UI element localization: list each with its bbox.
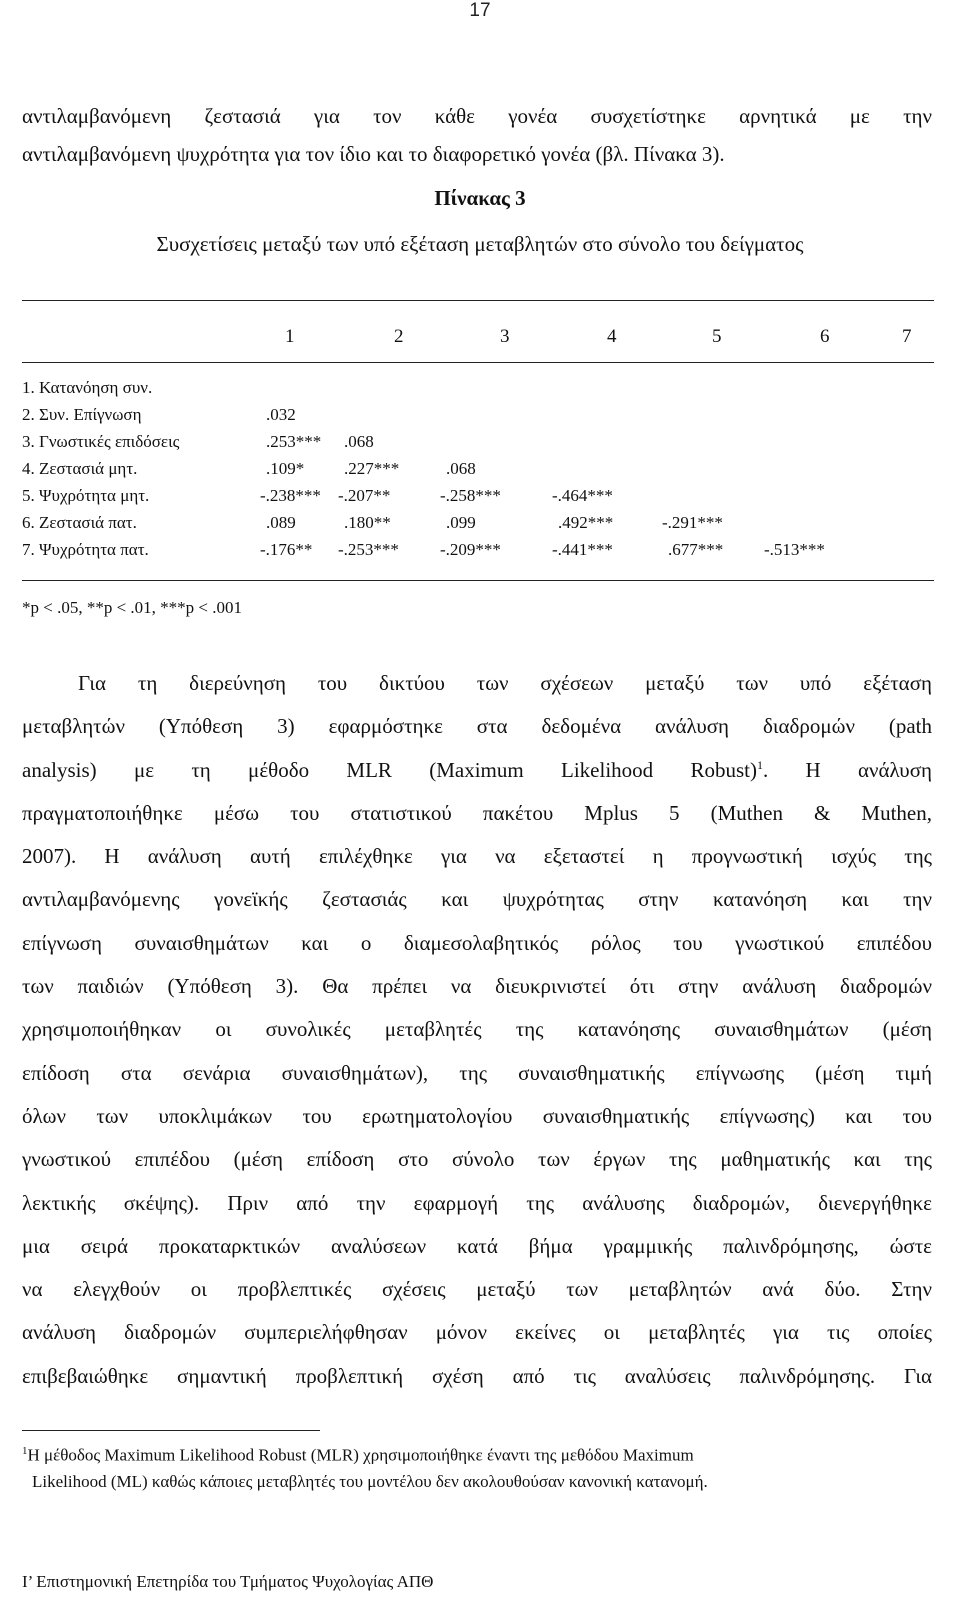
table-cell: -.176** (260, 540, 313, 559)
table-cell: .253*** (266, 432, 322, 451)
page-number: 17 (469, 0, 491, 21)
table-cell: -.464*** (552, 486, 613, 505)
body-line: μια σειρά προκαταρκτικών αναλύσεων κατά βήμα γραμμικής παλινδρόμησης, ώστε (22, 1233, 932, 1258)
row-label: 5. Ψυχρότητα μητ. (22, 486, 150, 505)
body-line: επίδοση στα σενάρια συναισθημάτων), της συναισθηματικής επίγνωσης (μέση τιμή (22, 1060, 932, 1085)
table-cell: -.441*** (552, 540, 613, 559)
column-header: 6 (820, 326, 830, 347)
table-cell: .099 (446, 513, 476, 532)
row-label: 1. Κατανόηση συν. (22, 378, 153, 397)
body-line: επίγνωση συναισθημάτων και ο διαμεσολαβητικός ρόλος του γνωστικού επιπέδου (22, 930, 932, 955)
intro-line: αντιλαμβανόμενη ζεστασιά για τον κάθε γονέα συσχετίστηκε αρνητικά με την (22, 104, 932, 128)
table-cell: -.209*** (440, 540, 501, 559)
footnote-line-2: Likelihood (ML) καθώς κάποιες μεταβλητές του μοντέλου δεν ακολουθούσαν κανονική κατανομή. (32, 1471, 708, 1491)
body-line: των παιδιών (Υπόθεση 3). Θα πρέπει να διευκρινιστεί ότι στην ανάλυση διαδρομών (22, 974, 932, 999)
table-cell: -.291*** (662, 513, 723, 532)
table-row (22, 428, 922, 455)
table-column-header (0, 326, 960, 352)
column-header: 3 (500, 326, 510, 347)
table-row (22, 536, 922, 563)
body-line-text-after: . Η ανάλυση (762, 757, 932, 782)
column-header: 7 (902, 326, 912, 347)
table-cell: .227*** (344, 459, 400, 478)
table-cell: -.238*** (260, 486, 321, 505)
body-line: πραγματοποιήθηκε μέσω του στατιστικού πακέτου Mplus 5 (Muthen & Muthen, (22, 800, 932, 825)
table-cell: -.513*** (764, 540, 825, 559)
table-cell: .109* (266, 459, 305, 478)
row-label: 7. Ψυχρότητα πατ. (22, 540, 149, 559)
intro-line: αντιλαμβανόμενη ψυχρότητα για τον ίδιο και το διαφορετικό γονέα (βλ. Πίνακα 3). (22, 142, 725, 166)
table-cell: -.253*** (338, 540, 399, 559)
table-row (22, 455, 922, 482)
body-line: ανάλυση διαδρομών συμπεριελήφθησαν μόνον εκείνες οι μεταβλητές για τις οποίες (22, 1320, 932, 1345)
table-cell: .089 (266, 513, 296, 532)
footnote-rule (22, 1430, 320, 1431)
table-top-rule (22, 300, 934, 301)
column-header: 4 (607, 326, 617, 347)
body-line: γνωστικού επιπέδου (μέση επίδοση στο σύνολο των έργων της μαθηματικής και της (22, 1147, 932, 1172)
table-row (22, 401, 922, 428)
row-label: 6. Ζεστασιά πατ. (22, 513, 137, 532)
table-bottom-rule (22, 580, 934, 581)
column-header: 2 (394, 326, 404, 347)
table-cell: -.258*** (440, 486, 501, 505)
body-line: αντιλαμβανόμενης γονεϊκής ζεστασιάς και ψυχρότητας στην κατανόηση και την (22, 887, 932, 912)
intro-paragraph (22, 97, 932, 173)
body-line: λεκτικής σκέψης). Πριν από την εφαρμογή της ανάλυσης διαδρομών, διενεργήθηκε (22, 1190, 932, 1215)
table-cell: .180** (344, 513, 391, 532)
body-line: χρησιμοποιήθηκαν οι συνολικές μεταβλητές της κατανόησης συναισθημάτων (μέση (22, 1017, 932, 1042)
table-cell: .492*** (558, 513, 614, 532)
table-cell: -.207** (338, 486, 391, 505)
correlation-table (22, 374, 922, 563)
body-line: Για τη διερεύνηση του δικτύου των σχέσεων μεταξύ των υπό εξέταση (78, 671, 932, 695)
body-line: μεταβλητών (Υπόθεση 3) εφαρμόστηκε στα δεδομένα ανάλυση διαδρομών (path (22, 714, 932, 739)
body-line (22, 749, 932, 792)
table-row (22, 482, 922, 509)
table-row (22, 374, 922, 401)
table-subtitle: Συσχετίσεις μεταξύ των υπό εξέταση μεταβλητών στο σύνολο του δείγματος (156, 232, 804, 256)
column-header: 1 (285, 326, 295, 347)
body-line: επιβεβαιώθηκε σημαντική προβλεπτική σχέση από τις αναλύσεις παλινδρόμησης. Για (22, 1363, 932, 1388)
body-line: να ελεγχθούν οι προβλεπτικές σχέσεις μεταξύ των μεταβλητών ανά δύο. Στην (22, 1277, 932, 1302)
table-title: Πίνακας 3 (434, 186, 526, 210)
column-header: 5 (712, 326, 722, 347)
table-header-rule (22, 362, 934, 363)
page-footer: Ι’ Επιστημονική Επετηρίδα του Τμήματος Ψυχολογίας ΑΠΘ (22, 1572, 434, 1591)
table-row (22, 509, 922, 536)
table-cell: .677*** (668, 540, 724, 559)
row-label: 3. Γνωστικές επιδόσεις (22, 432, 180, 451)
body-line: όλων των υποκλιμάκων του ερωτηματολογίου συναισθηματικής επίγνωσης) και του (22, 1103, 932, 1128)
footnote (22, 1438, 932, 1495)
table-cell: .068 (344, 432, 374, 451)
body-line: 2007). Η ανάλυση αυτή επιλέχθηκε για να εξεταστεί η προγνωστική ισχύς της (22, 844, 932, 869)
footnote-marker: 1 (22, 1445, 28, 1457)
row-label: 2. Συν. Επίγνωση (22, 405, 142, 424)
body-line-text: analysis) με τη μέθοδο MLR (Maximum Likelihood Robust) (22, 757, 757, 782)
significance-note: *p < .05, **p < .01, ***p < .001 (22, 598, 243, 617)
row-label: 4. Ζεστασιά μητ. (22, 459, 138, 478)
footnote-ref: 1 (756, 757, 763, 772)
table-cell: .068 (446, 459, 476, 478)
footnote-line-1: Η μέθοδος Maximum Likelihood Robust (MLR) χρησιμοποιήθηκε έναντι της μεθόδου Maximum (27, 1445, 694, 1465)
body-paragraph (22, 662, 932, 1398)
table-cell: .032 (266, 405, 296, 424)
